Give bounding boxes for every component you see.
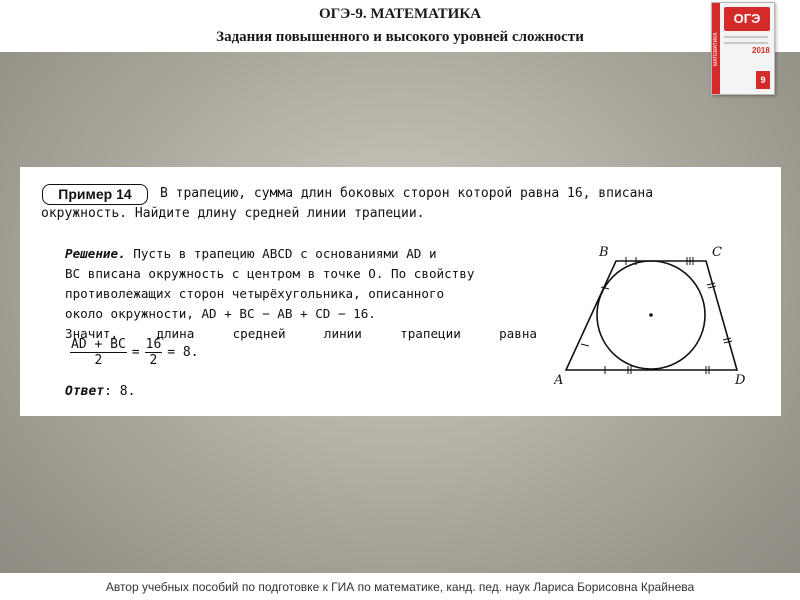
example-label: Пример 14 xyxy=(42,184,148,205)
solution-text xyxy=(65,244,537,344)
example-slide xyxy=(20,167,781,416)
header-bar xyxy=(0,0,800,52)
answer-value: : 8. xyxy=(104,384,136,399)
book-logo xyxy=(724,7,770,31)
page-title: ОГЭ-9. МАТЕМАТИКА xyxy=(318,6,482,22)
fraction-denominator: 2 xyxy=(149,353,158,368)
word: средней xyxy=(232,326,286,341)
footer-bar xyxy=(0,573,800,600)
answer-line xyxy=(65,384,135,399)
vertex-label-d: D xyxy=(735,373,746,388)
book-spine-text: МАТЕМАТИКА xyxy=(713,32,719,66)
circle-center-point xyxy=(649,313,653,317)
fraction-sum-bases xyxy=(70,337,127,368)
book-year: 2018 xyxy=(752,46,770,55)
vertex-label-a: A xyxy=(554,373,564,388)
book-grade: 9 xyxy=(756,71,770,89)
answer-label: Ответ xyxy=(65,384,105,399)
book-spine xyxy=(712,3,720,94)
word: линии xyxy=(323,326,362,341)
book-cover-image xyxy=(711,2,775,95)
vertex-label-c: C xyxy=(712,245,722,260)
solution-line-1: Пусть в трапецию ABCD с основаниями AD и xyxy=(133,246,437,261)
word: трапеции xyxy=(400,326,461,341)
solution-label: Решение. xyxy=(65,246,126,261)
word: длина xyxy=(156,326,195,341)
equals-sign: = xyxy=(131,345,140,360)
fraction-denominator: 2 xyxy=(94,353,103,368)
page-subtitle: Задания повышенного и высокого уровней сложности xyxy=(216,29,584,45)
fraction-numerator: AD + BC xyxy=(71,337,126,352)
author-credit: Автор учебных пособий по подготовке к ГИА по математике, канд. пед. наук Лариса Борисовна Крайнева xyxy=(105,580,695,594)
word: Значит, xyxy=(65,326,119,341)
task-text-line-2: окружность. Найдите длину средней линии трапеции. xyxy=(41,206,425,221)
solution-line-2: BC вписана окружность с центром в точке O. По свойству xyxy=(65,266,475,281)
solution-line-4: около окружности, AD + BC − AB + CD − 16. xyxy=(65,306,376,321)
midline-formula xyxy=(65,337,199,368)
solution-line-3: противолежащих сторон четырёхугольника, описанного xyxy=(65,286,445,301)
book-logo-text: ОГЭ xyxy=(733,11,761,26)
word: равна xyxy=(499,326,537,341)
formula-result: = 8. xyxy=(167,345,199,360)
fraction-numerator: 16 xyxy=(145,337,162,352)
trapezoid-figure xyxy=(554,239,779,389)
vertex-label-b: B xyxy=(599,245,609,260)
task-text-line-1: В трапецию, сумма длин боковых сторон которой равна 16, вписана xyxy=(160,186,654,201)
fraction-sixteen-halves xyxy=(145,337,163,368)
